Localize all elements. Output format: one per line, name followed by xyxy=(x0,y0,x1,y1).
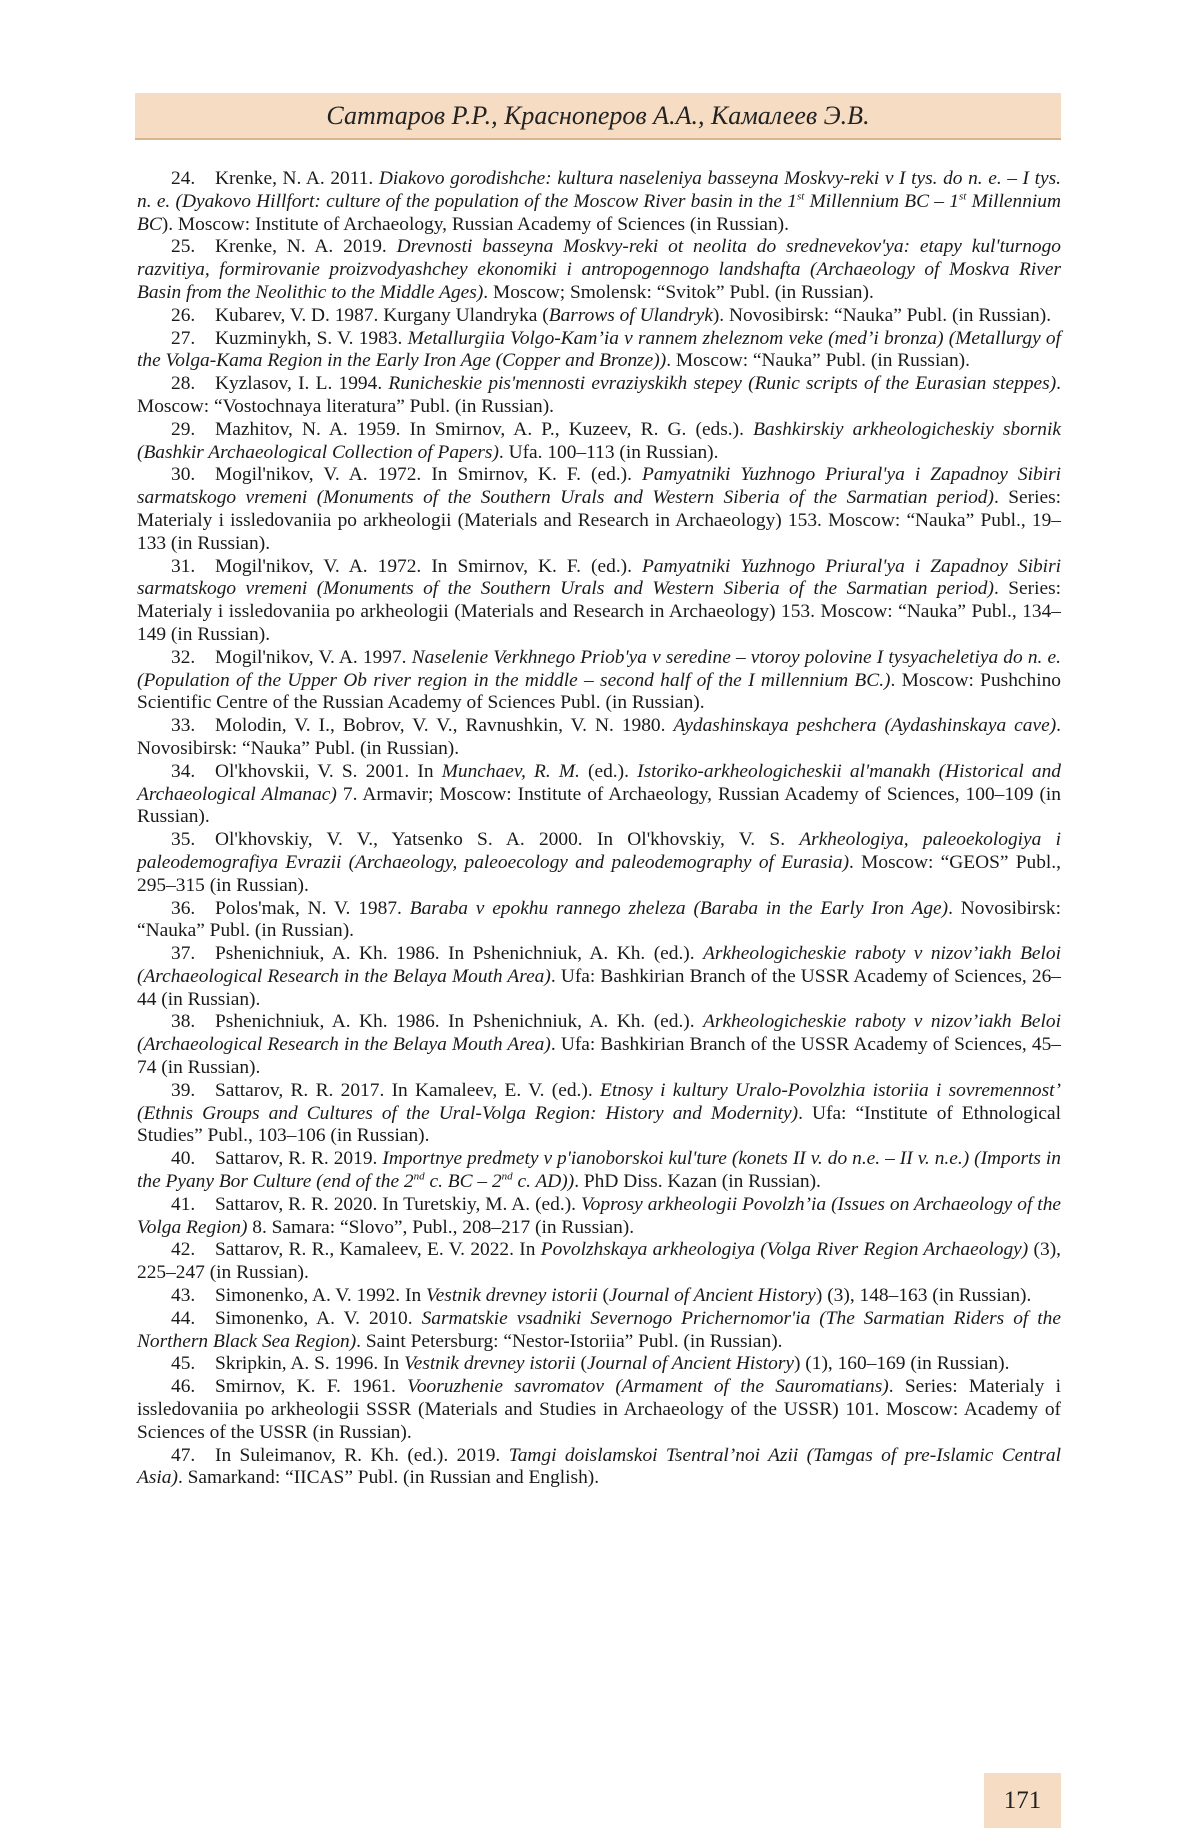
ref-number: 45. xyxy=(171,1353,215,1376)
reference-item xyxy=(137,1239,1061,1285)
ref-number: 25. xyxy=(171,236,215,259)
ref-author: Mazhitov, N. A. 1959. In Smirnov, A. P., Kuzeev, R. G. (eds.). xyxy=(215,419,753,440)
ref-publisher: . Moscow: “Vostochnaya literatura” Publ. (in Russian). xyxy=(137,373,1061,417)
ref-number: 30. xyxy=(171,464,215,487)
ref-publisher: . Series: Materialy i issledovaniia po arkheologii SSSR (Materials and Studies in Archaeology of the USSR) 101. Moscow: Academy of Sciences of the USSR (in Russian). xyxy=(137,1376,1061,1443)
ref-author: Sattarov, R. R. 2017. In Kamaleev, E. V. (ed.). xyxy=(215,1080,600,1101)
ref-title: Barrows of Ulandryk xyxy=(549,305,713,326)
reference-item xyxy=(137,647,1061,715)
ref-number: 33. xyxy=(171,715,215,738)
ref-number: 32. xyxy=(171,647,215,670)
ref-publisher: . Ufa. 100–113 (in Russian). xyxy=(499,442,719,463)
ref-publisher: ) (1), 160–169 (in Russian). xyxy=(794,1353,1009,1374)
ref-number: 29. xyxy=(171,419,215,442)
ref-publisher: . Ufa: Bashkirian Branch of the USSR Academy of Sciences, 45–74 (in Russian). xyxy=(137,1034,1061,1078)
ref-publisher: ). Novosibirsk: “Nauka” Publ. (in Russian). xyxy=(713,305,1051,326)
page-number: 171 xyxy=(984,1787,1061,1815)
ref-publisher: 7. Armavir; Moscow: Institute of Archaeology, Russian Academy of Sciences, 100–109 (in Russian). xyxy=(137,784,1061,828)
ref-publisher: ) (3), 148–163 (in Russian). xyxy=(816,1285,1031,1306)
ref-author: Pshenichniuk, A. Kh. 1986. In Pshenichniuk, A. Kh. (ed.). xyxy=(215,1011,703,1032)
ref-author: Mogil'nikov, V. A. 1997. xyxy=(215,647,412,668)
ref-connector: ( xyxy=(598,1285,609,1306)
ref-number: 46. xyxy=(171,1376,215,1399)
reference-item xyxy=(137,1148,1061,1194)
ref-title: Tamgi doislamskoi Tsentral’noi Azii (Tamgas of pre-Islamic Central Asia) xyxy=(137,1445,1061,1489)
ref-title: Arkheologiya, paleoekologiya i paleodemografiya Evrazii (Archaeology, paleoecology and paleodemography of Eurasia) xyxy=(137,829,1061,873)
ref-title: Pamyatniki Yuzhnogo Priural'ya i Zapadnoy Sibiri sarmatskogo vremeni (Monuments of the Southern Urals and Western Siberia of the Sarmatian period) xyxy=(137,556,1061,600)
ref-publisher: . Novosibirsk: “Nauka” Publ. (in Russian). xyxy=(137,715,1061,759)
ref-publisher: . Ufa: “Institute of Ethnological Studies” Publ., 103–106 (in Russian). xyxy=(137,1103,1061,1147)
ref-author: Sattarov, R. R. 2019. xyxy=(215,1148,382,1169)
ref-author: Kyzlasov, I. L. 1994. xyxy=(215,373,388,394)
reference-item xyxy=(137,1353,1061,1376)
ref-title: Istoriko-arkheologicheskii al'manakh (Historical and Archaeological Almanac) xyxy=(137,761,1061,805)
ref-title: Naselenie Verkhnego Priob'ya v seredine – vtoroy polovine I tysyacheletiya do n. e. (Population of the Upper Ob river region in the middle – second half of the I millennium BC.) xyxy=(137,647,1061,691)
reference-item xyxy=(137,715,1061,761)
reference-item xyxy=(137,236,1061,304)
ref-number: 44. xyxy=(171,1308,215,1331)
ref-title: Journal of Ancient History xyxy=(587,1353,794,1374)
ref-superscript: nd xyxy=(502,1171,513,1183)
ref-title: Journal of Ancient History xyxy=(609,1285,816,1306)
ref-publisher: . Moscow; Smolensk: “Svitok” Publ. (in Russian). xyxy=(483,282,874,303)
ref-author: Simonenko, A. V. 2010. xyxy=(215,1308,422,1329)
ref-title: c. BC – 2 xyxy=(425,1171,502,1192)
ref-title: Vooruzhenie savromatov (Armament of the Sauromatians) xyxy=(407,1376,889,1397)
ref-author: Skripkin, A. S. 1996. In xyxy=(215,1353,404,1374)
ref-number: 42. xyxy=(171,1239,215,1262)
ref-title: Millennium BC – 1 xyxy=(804,191,959,212)
ref-publisher: . Moscow: “Nauka” Publ. (in Russian). xyxy=(666,350,970,371)
ref-superscript: nd xyxy=(414,1171,425,1183)
reference-list xyxy=(137,168,1061,1490)
ref-author: Sattarov, R. R., Kamaleev, E. V. 2022. In xyxy=(215,1239,541,1260)
ref-publisher: 8. Samara: “Slovo”, Publ., 208–217 (in Russian). xyxy=(247,1217,634,1238)
running-header xyxy=(135,93,1061,140)
ref-title: Bashkirskiy arkheologicheskiy sbornik (Bashkir Archaeological Collection of Papers) xyxy=(137,419,1061,463)
reference-item xyxy=(137,373,1061,419)
reference-item xyxy=(137,464,1061,555)
ref-author: Mogil'nikov, V. A. 1972. In Smirnov, K. F. (ed.). xyxy=(215,556,642,577)
reference-item xyxy=(137,898,1061,944)
ref-title: Munchaev, R. M. xyxy=(442,761,580,782)
ref-publisher: . Novosibirsk: “Nauka” Publ. (in Russian). xyxy=(137,898,1061,942)
reference-item xyxy=(137,168,1061,236)
ref-number: 40. xyxy=(171,1148,215,1171)
reference-item xyxy=(137,419,1061,465)
ref-title: Metallurgiia Volgo-Kam’ia v rannem zheleznom veke (med’i bronza) (Metallurgy of the Volga-Kama Region in the Early Iron Age (Copper and Bronze)) xyxy=(137,328,1061,372)
ref-publisher: . Samarkand: “IICAS” Publ. (in Russian and English). xyxy=(178,1467,599,1488)
ref-publisher: . Ufa: Bashkirian Branch of the USSR Academy of Sciences, 26–44 (in Russian). xyxy=(137,966,1061,1010)
ref-title: Arkheologicheskie raboty v nizov’iakh Beloi (Archaeological Research in the Belaya Mouth Area) xyxy=(137,943,1061,987)
ref-title: Povolzhskaya arkheologiya (Volga River Region Archaeology) xyxy=(541,1239,1028,1260)
ref-title: Etnosy i kultury Uralo-Povolzhia istoriia i sovremennost’ (Ethnis Groups and Cultures of the Ural-Volga Region: History and Modernity) xyxy=(137,1080,1061,1124)
reference-item xyxy=(137,328,1061,374)
ref-title: Diakovo gorodishche: kultura naseleniya basseyna Moskvy-reki v I tys. do n. e. – I tys. n. e. ( xyxy=(137,168,1061,212)
reference-item xyxy=(137,1080,1061,1148)
reference-item xyxy=(137,1376,1061,1444)
ref-author: Mogil'nikov, V. A. 1972. In Smirnov, K. F. (ed.). xyxy=(215,464,642,485)
page-number-box xyxy=(984,1773,1061,1828)
ref-publisher: . Series: Materialy i issledovaniia po arkheologii (Materials and Research in Archaeology) 153. Moscow: “Nauka” Publ., 134–149 (in Russian). xyxy=(137,578,1061,645)
reference-item xyxy=(137,556,1061,647)
ref-number: 36. xyxy=(171,898,215,921)
ref-title: Dyakovo Hillfort: culture of the population of the Moscow River basin in the 1 xyxy=(182,191,797,212)
ref-number: 38. xyxy=(171,1011,215,1034)
reference-item xyxy=(137,305,1061,328)
ref-author: Molodin, V. I., Bobrov, V. V., Ravnushkin, V. N. 1980. xyxy=(215,715,674,736)
ref-author: Pshenichniuk, A. Kh. 1986. In Pshenichniuk, A. Kh. (ed.). xyxy=(215,943,703,964)
ref-number: 43. xyxy=(171,1285,215,1308)
ref-number: 37. xyxy=(171,943,215,966)
ref-author: Ol'khovskii, V. S. 2001. In xyxy=(215,761,442,782)
ref-title: c. AD)) xyxy=(513,1171,575,1192)
ref-superscript: st xyxy=(959,190,966,202)
ref-publisher: . Moscow: “GEOS” Publ., 295–315 (in Russian). xyxy=(137,852,1061,896)
ref-number: 47. xyxy=(171,1445,215,1468)
ref-title: Drevnosti basseyna Moskvy-reki ot neolita do srednevekov'ya: etapy kul'turnogo razvitiya, formirovanie proizvodyashchey ekonomiki i antropogennogo landshafta (Archaeology of Moskva River Basin from the Neolithic to the Middle Ages) xyxy=(137,236,1061,303)
ref-publisher: . Moscow: Pushchino Scientific Centre of the Russian Academy of Sciences Publ. (in Russian). xyxy=(137,670,1061,714)
reference-item xyxy=(137,1445,1061,1491)
ref-title: Sarmatskie vsadniki Severnogo Prichernomor'ia (The Sarmatian Riders of the Northern Black Sea Region) xyxy=(137,1308,1061,1352)
ref-title: Voprosy arkheologii Povolzh’ia (Issues on Archaeology of the Volga Region) xyxy=(137,1194,1061,1238)
ref-publisher: . Series: Materialy i issledovaniia po arkheologii (Materials and Research in Archaeology) 153. Moscow: “Nauka” Publ., 19–133 (in Russian). xyxy=(137,487,1061,554)
reference-item xyxy=(137,943,1061,1011)
reference-item xyxy=(137,829,1061,897)
ref-number: 26. xyxy=(171,305,215,328)
reference-item xyxy=(137,1308,1061,1354)
running-header-title: Саттаров Р.Р., Красноперов А.А., Камалеев Э.В. xyxy=(135,101,1061,131)
ref-title: Vestnik drevney istorii xyxy=(404,1353,576,1374)
ref-title: Runicheskie pis'mennosti evraziyskikh stepey (Runic scripts of the Eurasian steppes) xyxy=(388,373,1056,394)
ref-publisher: . PhD Diss. Kazan (in Russian). xyxy=(574,1171,821,1192)
ref-publisher: . Saint Petersburg: “Nestor-Istoriia” Publ. (in Russian). xyxy=(356,1331,782,1352)
ref-author: Krenke, N. A. 2019. xyxy=(215,236,397,257)
ref-connector: ( xyxy=(576,1353,587,1374)
reference-item xyxy=(137,1011,1061,1079)
ref-number: 24. xyxy=(171,168,215,191)
ref-title: Millennium BC xyxy=(137,191,1061,235)
ref-author: Sattarov, R. R. 2020. In Turetskiy, M. A. (ed.). xyxy=(215,1194,581,1215)
reference-item xyxy=(137,1194,1061,1240)
reference-item xyxy=(137,761,1061,829)
ref-author: Ol'khovskiy, V. V., Yatsenko S. A. 2000. In Ol'khovskiy, V. S. xyxy=(215,829,799,850)
ref-publisher: ). Moscow: Institute of Archaeology, Russian Academy of Sciences (in Russian). xyxy=(162,214,789,235)
ref-publisher: (3), 225–247 (in Russian). xyxy=(137,1239,1061,1283)
ref-author: Kuzminykh, S. V. 1983. xyxy=(215,328,408,349)
reference-item xyxy=(137,1285,1061,1308)
ref-author: Kubarev, V. D. 1987. Kurgany Ulandryka ( xyxy=(215,305,549,326)
ref-author: Polos'mak, N. V. 1987. xyxy=(215,898,410,919)
ref-number: 28. xyxy=(171,373,215,396)
ref-superscript: st xyxy=(797,190,804,202)
ref-number: 35. xyxy=(171,829,215,852)
ref-title: Pamyatniki Yuzhnogo Priural'ya i Zapadnoy Sibiri sarmatskogo vremeni (Monuments of the Southern Urals and Western Siberia of the Sarmatian period) xyxy=(137,464,1061,508)
ref-author: Smirnov, K. F. 1961. xyxy=(215,1376,407,1397)
ref-title: Vestnik drevney istorii xyxy=(426,1285,598,1306)
ref-number: 27. xyxy=(171,328,215,351)
ref-number: 39. xyxy=(171,1080,215,1103)
ref-title: Baraba v epokhu rannego zheleza (Baraba in the Early Iron Age) xyxy=(410,898,948,919)
ref-number: 34. xyxy=(171,761,215,784)
ref-number: 41. xyxy=(171,1194,215,1217)
ref-title: Importnye predmety v p'ianoborskoi kul'ture (konets II v. do n.e. – II v. n.e.) (Imports in the Pyany Bor Culture (end of the 2 xyxy=(137,1148,1061,1192)
ref-title: Arkheologicheskie raboty v nizov’iakh Beloi (Archaeological Research in the Belaya Mouth Area) xyxy=(137,1011,1061,1055)
ref-title: Aydashinskaya peshchera (Aydashinskaya cave) xyxy=(674,715,1057,736)
ref-author: Simonenko, A. V. 1992. In xyxy=(215,1285,426,1306)
ref-connector: (ed.). xyxy=(580,761,637,782)
ref-author: Krenke, N. A. 2011. xyxy=(215,168,379,189)
ref-number: 31. xyxy=(171,556,215,579)
ref-author: In Suleimanov, R. Kh. (ed.). 2019. xyxy=(215,1445,509,1466)
